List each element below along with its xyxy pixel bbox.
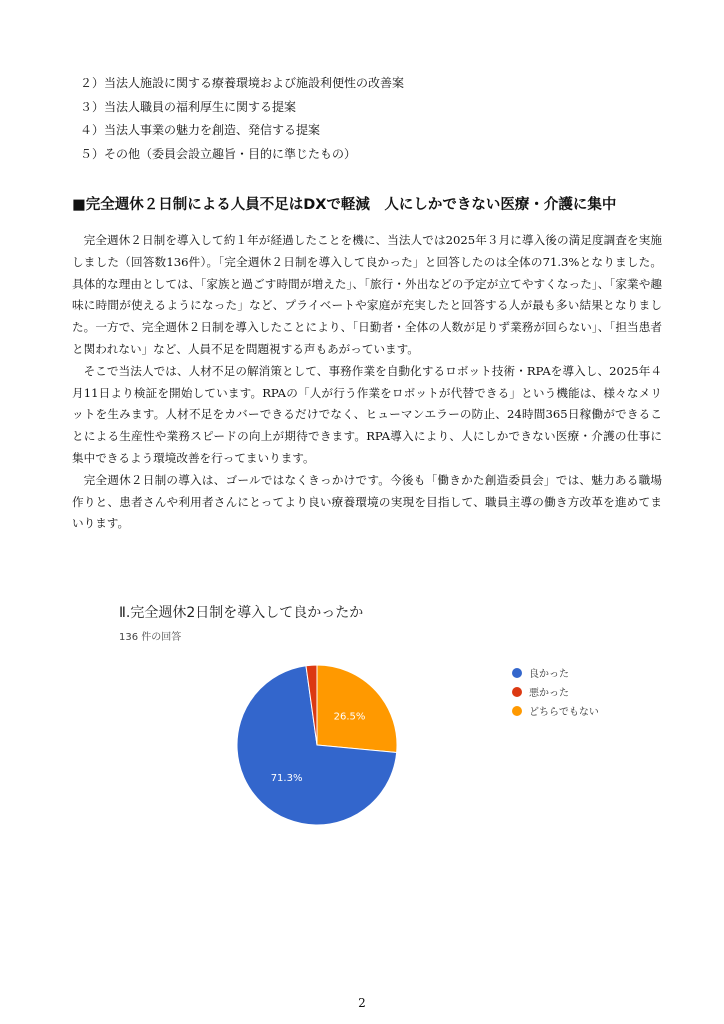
legend-swatch <box>512 687 522 697</box>
legend-item <box>512 701 599 720</box>
chart-title: Ⅱ.完全週休2日制を導入して良かったか <box>119 605 364 621</box>
legend-label: 悪かった <box>529 688 569 699</box>
list-item: ２）当法人施設に関する療養環境および施設利便性の改善案 <box>80 76 405 90</box>
legend-label: 良かった <box>529 669 569 680</box>
chart-legend <box>512 663 599 720</box>
section-heading: ■完全週休２日制による人員不足はDXで軽減 人にしかできない医療・介護に集中 <box>72 197 617 213</box>
legend-item <box>512 663 599 682</box>
list-item: ４）当法人事業の魅力を創造、発信する提案 <box>80 123 321 137</box>
pie-data-label: 71.3% <box>270 772 303 784</box>
pie-data-label: 26.5% <box>333 711 366 723</box>
list-item: ３）当法人職員の福利厚生に関する提案 <box>80 99 297 114</box>
legend-item <box>512 682 599 701</box>
paragraph: そこで当法人では、人材不足の解消策として、事務作業を自動化するロボット技術・RPAを導入し、2025年４月11日より検証を開始しています。RPAの「人が行う作業をロボットが代替できる」という機能は、様々なメリットを生みます。人材不足をカバーできるだけでなく、ヒューマンエラーの防止、24時間365日稼働ができることによる生産性や業務スピードの向上が期待できます。RPA導入により、人にしかできない医療・介護の仕事に集中できるよう環境改善を行ってまいります。 <box>72 363 662 465</box>
paragraph: 完全週休２日制の導入は、ゴールではなくきっかけです。今後も「働きかた創造委員会」では、魅力ある職場作りと、患者さんや利用者さんにとってより良い療養環境の実現を目指して、職員主導の働き方改革を進めてまいります。 <box>72 472 663 531</box>
pie-slice <box>317 665 397 753</box>
legend-swatch <box>512 668 522 678</box>
list-item: ５）その他（委員会設立趣旨・目的に準じたもの） <box>80 146 357 161</box>
chart-subtitle: 136 件の回答 <box>119 632 182 643</box>
paragraph: 完全週休２日制を導入して約１年が経過したことを機に、当法人では2025年３月に導入後の満足度調査を実施しました（回答数136件）。「完全週休２日制を導入して良かった」と回答したのは全体の71.3%となりました。具体的な理由としては、「家族と過ごす時間が増えた」、「旅行・外出などの予定が立てやすくなった」、「家業や趣味に時間が使えるようになった」など、プライベートや家庭が充実したと回答する人が最も多い結果となりました。一方で、完全週休２日制を導入したことにより、「日勤者・全体の人数が足りず業務が回らない」、「担当患者と関われない」など、人員不足を問題視する声もあがっています。 <box>72 233 662 356</box>
legend-label: どちらでもない <box>529 707 599 718</box>
page-number: 2 <box>358 996 366 1010</box>
legend-swatch <box>512 706 522 716</box>
